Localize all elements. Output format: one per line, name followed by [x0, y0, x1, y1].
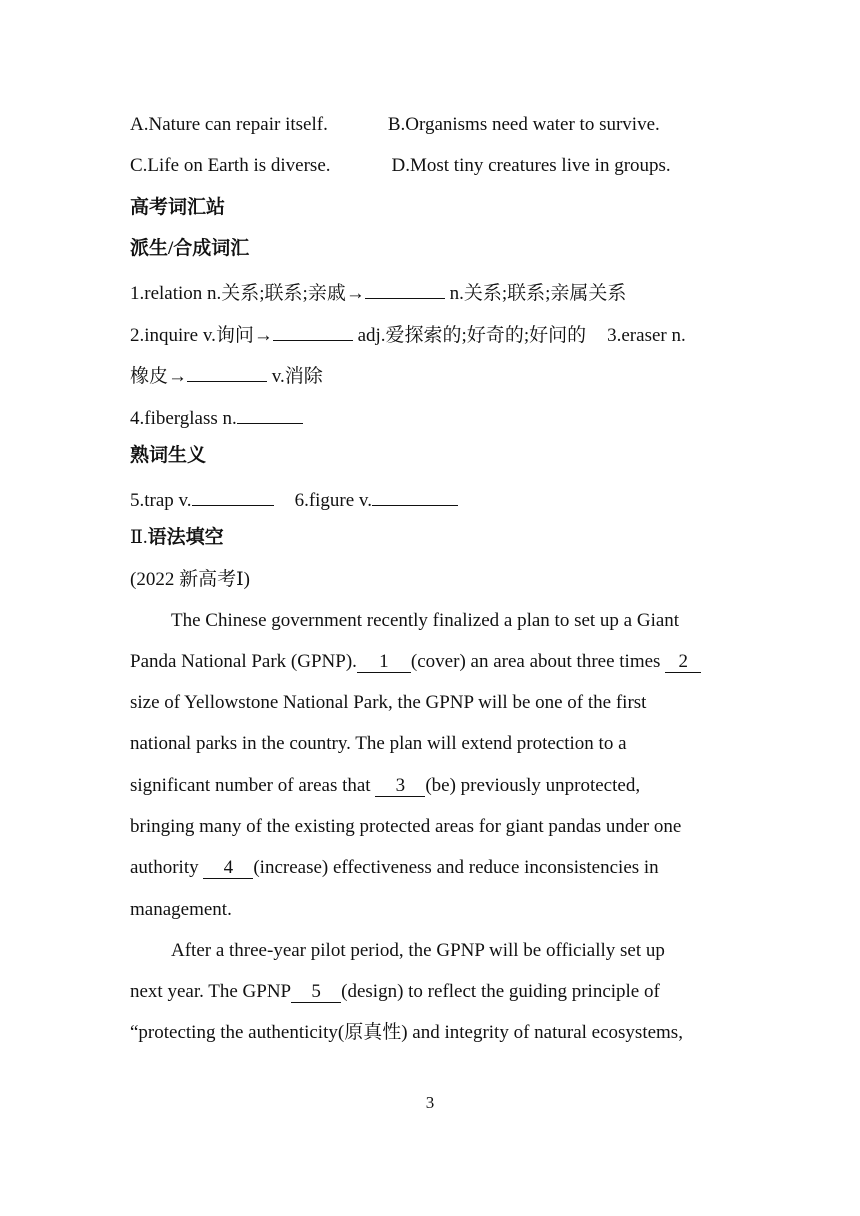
option-a: A.Nature can repair itself.: [130, 114, 328, 135]
passage-text: (be) previously unprotected,: [425, 775, 641, 796]
option-b: B.Organisms need water to survive.: [387, 114, 660, 135]
passage-line: national parks in the country. The plan will extend protection to a: [130, 733, 627, 754]
answer-blank[interactable]: [187, 361, 267, 382]
vocab-item-1-prompt: 1.relation n.关系;联系;亲戚→: [130, 283, 365, 304]
passage-text: authority: [130, 857, 204, 878]
passage-line: [130, 774, 640, 798]
vocab-item-5-prompt: 5.trap v.: [130, 490, 192, 511]
blank-5[interactable]: 5: [291, 982, 341, 1003]
vocab-item-3-meaning: v.消除: [267, 366, 323, 387]
passage-text: Panda National Park (GPNP).: [130, 651, 357, 672]
passage-line: management.: [130, 899, 232, 920]
passage-text: next year. The GPNP: [130, 981, 292, 1002]
vocab-item-3-continued: [130, 361, 323, 389]
section-number: Ⅱ.: [130, 527, 148, 548]
options-row-1: [130, 113, 660, 137]
passage-text: significant number of areas that: [130, 775, 376, 796]
page-number: 3: [425, 1093, 435, 1112]
passage-line: bringing many of the existing protected areas for giant pandas under one: [130, 816, 682, 837]
passage-line: [130, 650, 701, 674]
grammar-heading: [130, 526, 224, 550]
option-d: D.Most tiny creatures live in groups.: [391, 155, 671, 176]
vocab-item-1: [130, 278, 626, 306]
passage-text: (increase) effectiveness and reduce inconsistencies in: [253, 857, 659, 878]
passage-line: size of Yellowstone National Park, the GPNP will be one of the first: [130, 692, 647, 713]
answer-blank[interactable]: [192, 485, 274, 506]
vocab-subheading-derived: 派生/合成词汇: [130, 238, 250, 259]
vocab-item-3-prompt: 3.eraser n.: [607, 325, 686, 346]
vocab-item-2-prompt: 2.inquire v.询问→: [130, 325, 273, 346]
blank-1[interactable]: 1: [357, 652, 411, 673]
answer-blank[interactable]: [365, 278, 445, 299]
section-title: 语法填空: [147, 527, 224, 548]
passage-text: (design) to reflect the guiding principle of: [341, 981, 660, 1002]
vocab-item-2: [130, 320, 686, 348]
answer-blank[interactable]: [372, 485, 458, 506]
passage-line: [130, 980, 660, 1004]
answer-blank[interactable]: [237, 403, 303, 424]
vocab-subheading-familiar: 熟词生义: [130, 445, 207, 466]
answer-blank[interactable]: [273, 320, 353, 341]
blank-3[interactable]: 3: [375, 776, 425, 797]
vocab-items-5-6: [130, 485, 458, 513]
grammar-source: (2022 新高考Ⅰ): [130, 569, 250, 590]
passage-line: The Chinese government recently finalized a plan to set up a Giant: [171, 610, 680, 631]
vocab-item-3-prompt-cont: 橡皮→: [130, 366, 188, 387]
option-c: C.Life on Earth is diverse.: [130, 155, 331, 176]
passage-line: After a three-year pilot period, the GPNP will be officially set up: [171, 940, 665, 961]
vocab-heading: 高考词汇站: [130, 197, 226, 218]
vocab-item-1-meaning: n.关系;联系;亲属关系: [444, 283, 627, 304]
passage-line: [130, 856, 659, 880]
passage-line: “protecting the authenticity(原真性) and integrity of natural ecosystems,: [130, 1022, 683, 1043]
passage-text: (cover) an area about three times: [410, 651, 666, 672]
blank-4[interactable]: 4: [203, 858, 253, 879]
options-row-2: [130, 154, 671, 178]
vocab-item-4-prompt: 4.fiberglass n.: [130, 408, 237, 429]
vocab-item-2-meaning: adj.爱探索的;好奇的;好问的: [352, 325, 587, 346]
blank-2[interactable]: 2: [665, 652, 701, 673]
vocab-item-4: [130, 403, 303, 431]
vocab-item-6-prompt: 6.figure v.: [294, 490, 372, 511]
